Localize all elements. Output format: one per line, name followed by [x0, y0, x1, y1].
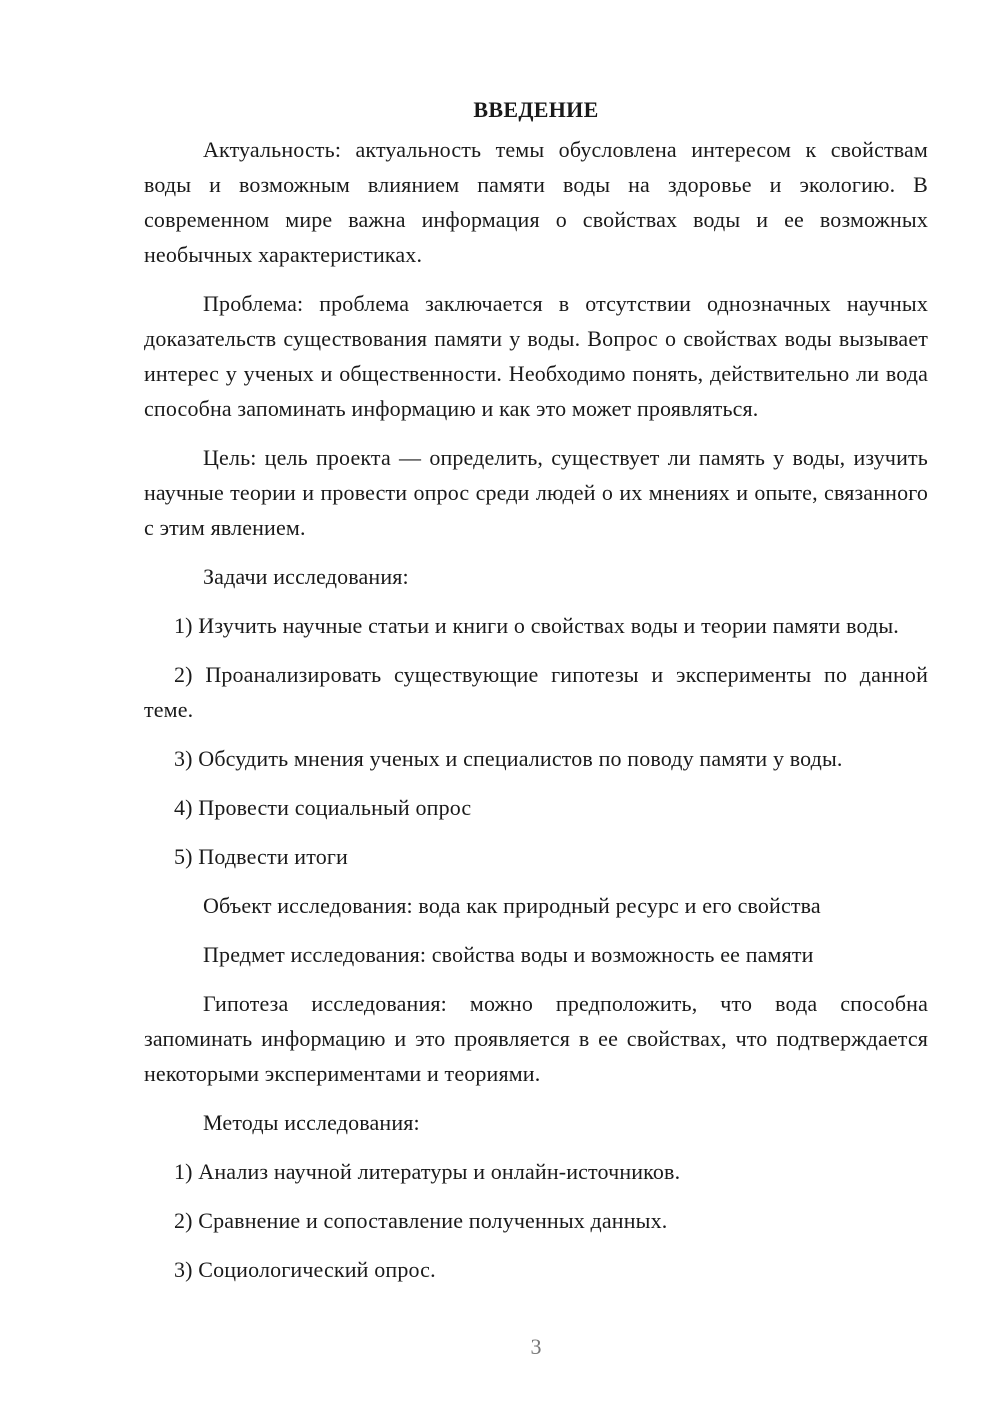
page-number: 3	[530, 1334, 542, 1359]
document-page	[144, 92, 928, 1287]
task-item: 1) Изучить научные статьи и книги о свойствах воды и теории памяти воды.	[174, 613, 899, 638]
task-item: 5) Подвести итоги	[174, 844, 348, 869]
problem-paragraph: Проблема: проблема заключается в отсутствии однозначных научных доказательств существования памяти у воды. Вопрос о свойствах воды вызывает интерес у ученых и общественности. Необходимо понять, действительно ли вода способна запоминать информацию и как это может проявляться.	[144, 291, 928, 421]
task-item: 2) Проанализировать существующие гипотезы и эксперименты по данной теме.	[144, 662, 928, 722]
subject-paragraph: Предмет исследования: свойства воды и возможность ее памяти	[203, 942, 814, 967]
method-item: 2) Сравнение и сопоставление полученных данных.	[174, 1208, 668, 1233]
object-paragraph: Объект исследования: вода как природный ресурс и его свойства	[203, 893, 821, 918]
goal-paragraph: Цель: цель проекта — определить, существует ли память у воды, изучить научные теории и провести опрос среди людей о их мнениях и опыте, связанного с этим явлением.	[144, 445, 928, 540]
method-item: 1) Анализ научной литературы и онлайн-источников.	[174, 1159, 681, 1184]
page-title: ВВЕДЕНИЕ	[473, 97, 599, 122]
relevance-paragraph: Актуальность: актуальность темы обусловлена интересом к свойствам воды и возможным влиянием памяти воды на здоровье и экологию. В современном мире важна информация о свойствах воды и ее возможных необычных характеристиках.	[144, 137, 928, 267]
method-item: 3) Социологический опрос.	[174, 1257, 436, 1282]
task-item: 3) Обсудить мнения ученых и специалистов по поводу памяти у воды.	[174, 746, 843, 771]
tasks-heading: Задачи исследования:	[203, 564, 409, 589]
task-item: 4) Провести социальный опрос	[174, 795, 472, 820]
methods-heading: Методы исследования:	[203, 1110, 420, 1135]
hypothesis-paragraph: Гипотеза исследования: можно предположить, что вода способна запоминать информацию и это проявляется в ее свойствах, что подтверждается некоторыми экспериментами и теориями.	[144, 991, 928, 1086]
